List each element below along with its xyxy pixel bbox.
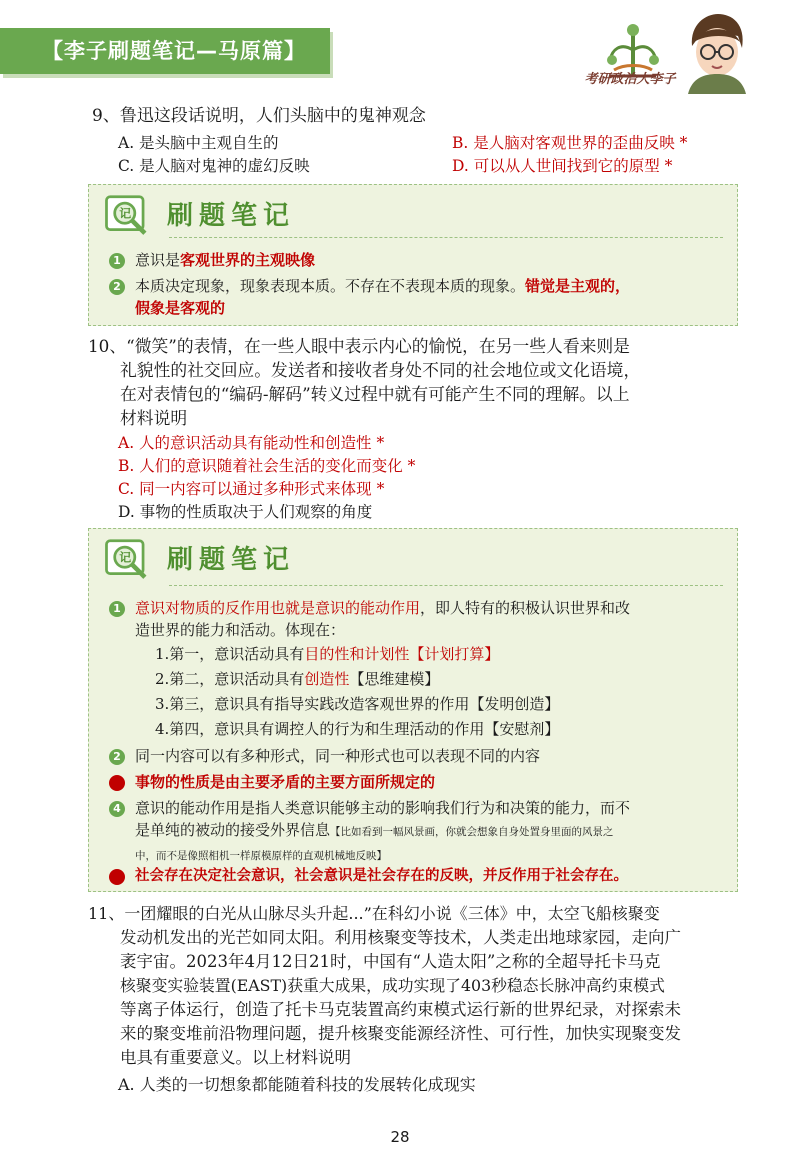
q11-stem-line5: 等离子体运行，创造了托卡马克装置高约束模式运行新的世界纪录，对探索未: [120, 1000, 681, 1019]
q9-option-a: A. 是头脑中主观自生的: [118, 134, 279, 152]
svg-text:记: 记: [119, 550, 132, 565]
q10-stem-line2: 礼貌性的社交回应。发送者和接收者身处不同的社会地位或文化语境，: [120, 360, 641, 380]
q11-stem-line6: 来的聚变堆前沿物理问题，提升核聚变能源经济性、可行性，加快实现聚变发: [120, 1024, 681, 1043]
q11-stem-line7: 电具有重要意义。以上材料说明: [120, 1048, 351, 1067]
q10-note-box: [88, 528, 738, 892]
q10-note-1-sub2: 2.第二，意识活动具有创造性【思维建模】: [155, 670, 440, 688]
q10-option-a: A. 人的意识活动具有能动性和创造性 *: [118, 434, 385, 452]
q9-stem: 9、鲁迅这段话说明，人们头脑中的鬼神观念: [92, 106, 426, 126]
q10-note-5: 社会存在决定社会意识，社会意识是社会存在的反映，并反作用于社会存在。: [135, 867, 628, 884]
q11-stem-line4: 核聚变实验装置(EAST)获重大成果，成功实现了403秒稳态长脉冲高约束模式: [120, 976, 665, 995]
q10-option-d: D. 事物的性质取决于人们观察的角度: [118, 503, 373, 521]
q10-note-1-sub1: 1.第一，意识活动具有目的性和计划性【计划打算】: [155, 645, 500, 663]
note-bullet-3: 3: [109, 775, 125, 791]
note-bullet-2: 2: [109, 749, 125, 765]
q10-note-1-sub3: 3.第三，意识具有指导实践改造客观世界的作用【发明创造】: [155, 695, 560, 713]
notebook-magnifier-icon: [101, 193, 165, 237]
q11-stem-line3: 袤宇宙。2023年4月12日21时，中国有“人造太阳”之称的全超导托卡马克: [120, 952, 661, 971]
q9-note-2: 本质决定现象，现象表现本质。不存在不表现本质的现象。错觉是主观的， 假象是客观的: [135, 277, 631, 317]
q10-stem-line3: 在对表情包的“编码-解码”转义过程中就有可能产生不同的理解。以上: [120, 384, 630, 404]
logo-caption: 考研政治大李子: [584, 72, 676, 87]
q10-stem-line1: 10、“微笑”的表情，在一些人眼中表示内心的愉悦，在另一些人看来则是: [88, 336, 630, 356]
note-bullet-4: 4: [109, 801, 125, 817]
note-bullet-1: 1: [109, 253, 125, 269]
note-bullet-5: 5: [109, 869, 125, 885]
q9-note-box: [88, 184, 738, 326]
q11-stem-line1: 11、一团耀眼的白光从山脉尽头升起...”在科幻小说《三体》中，太空飞船核聚变: [88, 904, 660, 923]
q10-note-4: 意识的能动作用是指人类意识能够主动的影响我们行为和决策的能力，而不 是单纯的被动的接受外界信息【比如看到一幅风景画，你就会想象自身处置身里面的风景之 中，而不是像照相机一样原模原样的直观机械地反映】: [135, 799, 631, 862]
note-divider: [169, 585, 723, 586]
q10-option-c: C. 同一内容可以通过多种形式来体现 *: [118, 480, 385, 498]
q9-option-b: B. 是人脑对客观世界的歪曲反映 *: [452, 134, 688, 152]
q10-stem-line4: 材料说明: [120, 408, 188, 428]
q10-note-1-sub4: 4.第四，意识具有调控人的行为和生理活动的作用【安慰剂】: [155, 720, 560, 738]
q9-note-1: 意识是客观世界的主观映像: [135, 251, 316, 269]
note-title: 刷题笔记: [167, 545, 296, 575]
note-divider: [169, 237, 723, 238]
notebook-magnifier-icon: [101, 537, 165, 581]
page-number: 28: [390, 1128, 410, 1146]
q10-note-3: 事物的性质是由主要矛盾的主要方面所规定的: [135, 773, 436, 791]
svg-text:记: 记: [119, 206, 132, 221]
q11-option-a: A. 人类的一切想象都能随着科技的发展转化成现实: [118, 1075, 476, 1094]
q10-note-2: 同一内容可以有多种形式，同一种形式也可以表现不同的内容: [135, 747, 541, 765]
q10-note-1: 意识对物质的反作用也就是意识的能动作用，即人特有的积极认识世界和改 造世界的能力和活动。体现在：: [135, 599, 631, 639]
avatar-portrait-icon: [682, 12, 752, 94]
q11-stem-line2: 发动机发出的光芒如同太阳。利用核聚变等技术，人类走出地球家园，走向广: [120, 928, 681, 947]
q9-option-d: D. 可以从人世间找到它的原型 *: [452, 157, 673, 175]
note-bullet-2: 2: [109, 279, 125, 295]
note-title: 刷题笔记: [167, 201, 296, 231]
q9-option-c: C. 是人脑对鬼神的虚幻反映: [118, 157, 310, 175]
note-bullet-1: 1: [109, 601, 125, 617]
q10-option-b: B. 人们的意识随着社会生活的变化而变化 *: [118, 457, 416, 475]
header-banner: 【李子刷题笔记—马原篇】: [0, 28, 330, 74]
